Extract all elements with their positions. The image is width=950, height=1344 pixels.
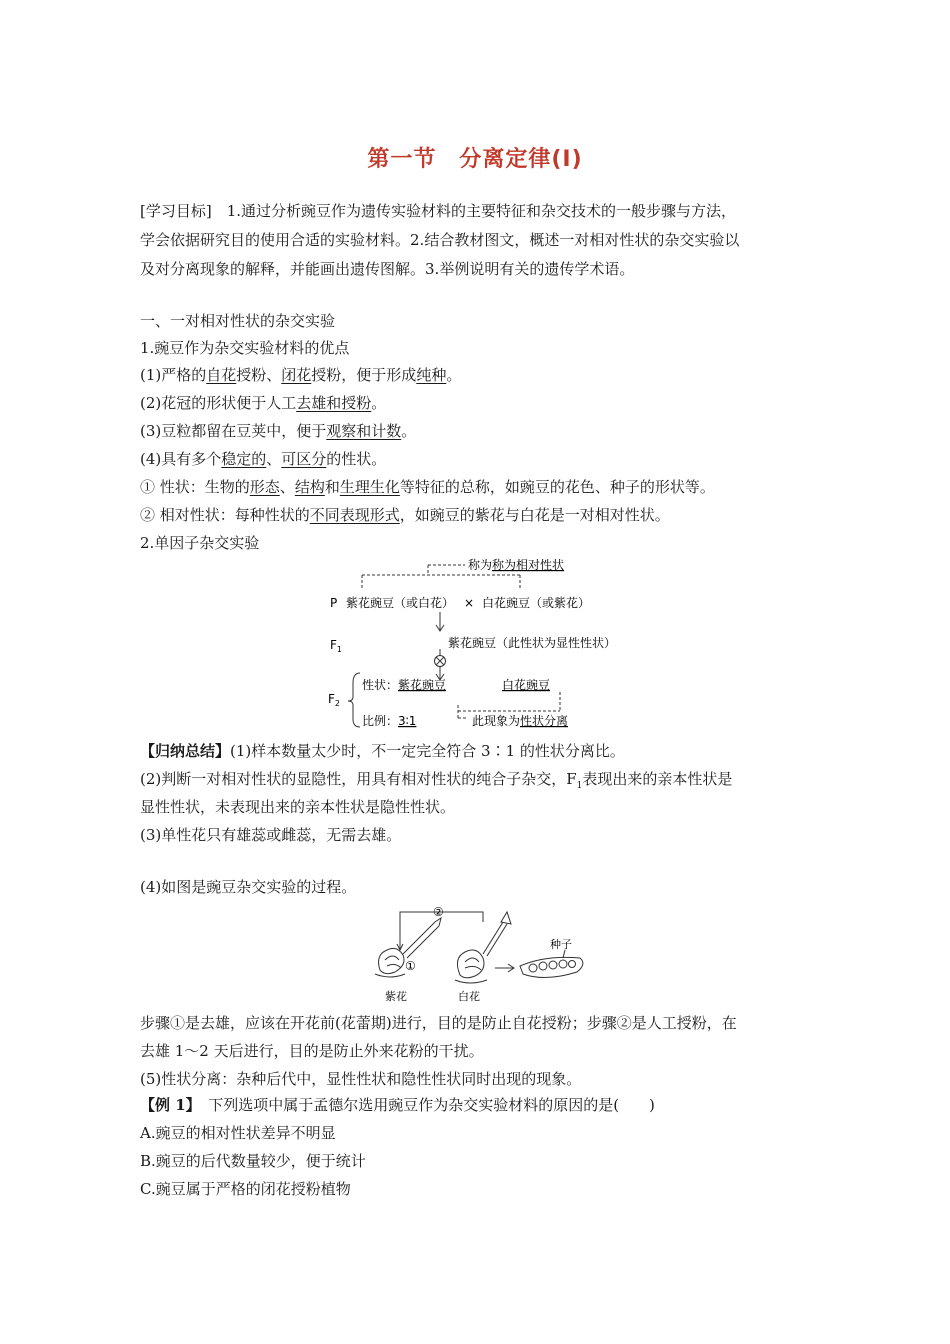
f1-text: 紫花豌豆（此性状为显性性状） [448,636,617,650]
after-line-2: 去雄 1～2 天后进行，目的是防止外来花粉的干扰。 [140,1042,484,1060]
summary-line-4: (3)单性花只有雄蕊或雌蕊，无需去雄。 [140,826,402,844]
summary-line-1: 【归纳总结】(1)样本数量太少时，不一定完全符合 3∶1 的性状分离比。 [140,742,625,760]
goals-line-2: 学会依据研究目的使用合适的实验材料。2.结合教材图文，概述一对相对性状的杂交实验以 [140,231,740,249]
option-a: A.豌豆的相对性状差异不明显 [140,1124,336,1142]
label-p: P [330,596,338,610]
step2-label: ② [433,905,444,919]
summary-label: 【归纳总结】 [140,742,231,760]
purple-label: 紫花 [385,990,407,1003]
option-b: B.豌豆的后代数量较少，便于统计 [140,1152,366,1170]
goals-line-1: [学习目标] 1.通过分析豌豆作为遗传实验材料的主要特征和杂交技术的一般步骤与方法， [140,202,737,220]
summary-line-3: 显性性状，未表现出来的亲本性状是隐性性状。 [140,798,456,816]
cross-symbol: × [464,596,475,610]
label-relative-trait: 称为称为相对性状 [468,558,565,572]
pea-cross-illustration [365,900,605,1005]
summary-line-2: (2)判断一对相对性状的显隐性，用具有相对性状的纯合子杂交，$F_1$表现出来的亲本性状是 [140,770,733,791]
page-title: 第一节 分离定律(Ⅰ) [367,147,583,172]
section-heading: 一、一对相对性状的杂交实验 [140,312,336,330]
ratio-row: 比例：3∶1 [362,714,417,728]
label-f1: $F_1$ [330,638,342,654]
goals-line-3: 及对分离现象的解释，并能画出遗传图解。3.举例说明有关的遗传学术语。 [140,260,635,278]
white-label: 白花 [458,990,480,1003]
white-flower-icon [455,950,487,983]
seed-label: 种子 [550,938,572,951]
summary-line-5: (4)如图是豌豆杂交实验的过程。 [140,878,357,896]
step1-label: ① [405,959,416,973]
brush-icon [483,912,511,956]
pea-pod-icon [520,950,583,978]
subheading-2: 2.单因子杂交实验 [140,534,260,552]
cross-diagram [320,555,660,735]
p-left: 紫花豌豆（或白花） [346,596,455,610]
after-line-1: 步骤①是去雄，应该在开花前(花蕾期)进行，目的是防止自花授粉；步骤②是人工授粉，在 [140,1014,737,1032]
tweezers-icon [403,918,441,958]
subheading-1: 1.豌豆作为杂交实验材料的优点 [140,339,350,357]
point-1: (1)严格的自花授粉、闭花授粉，便于形成纯种。 [140,366,462,384]
option-c: C.豌豆属于严格的闭花授粉植物 [140,1180,351,1198]
trait-row: 性状：紫花豌豆 [362,678,447,692]
purple-flower-icon [375,948,405,977]
point-2: (2)花冠的形状便于人工去雄和授粉。 [140,394,387,412]
trait-right: 白花豌豆 [502,678,551,692]
point-relative-trait: ② 相对性状：每种性状的不同表现形式，如豌豆的紫花与白花是一对相对性状。 [140,506,670,524]
goals-label: [学习目标] [140,202,212,220]
example-label: 【例 1】 [140,1096,194,1114]
after-line-3: (5)性状分离：杂种后代中，显性性状和隐性性状同时出现的现象。 [140,1070,582,1088]
point-3: (3)豆粒都留在豆荚中，便于观察和计数。 [140,422,417,440]
p-right: 白花豌豆（或紫花） [482,596,591,610]
separation-text: 此现象为性状分离 [472,714,569,728]
point-trait: ① 性状：生物的形态、结构和生理生化等特征的总称，如豌豆的花色、种子的形状等。 [140,478,715,496]
example-question: 【例 1】 下列选项中属于孟德尔选用豌豆作为杂交实验材料的原因的是( ) [140,1096,655,1114]
point-4: (4)具有多个稳定的、可区分的性状。 [140,450,387,468]
label-f2: $F_2$ [328,692,340,708]
